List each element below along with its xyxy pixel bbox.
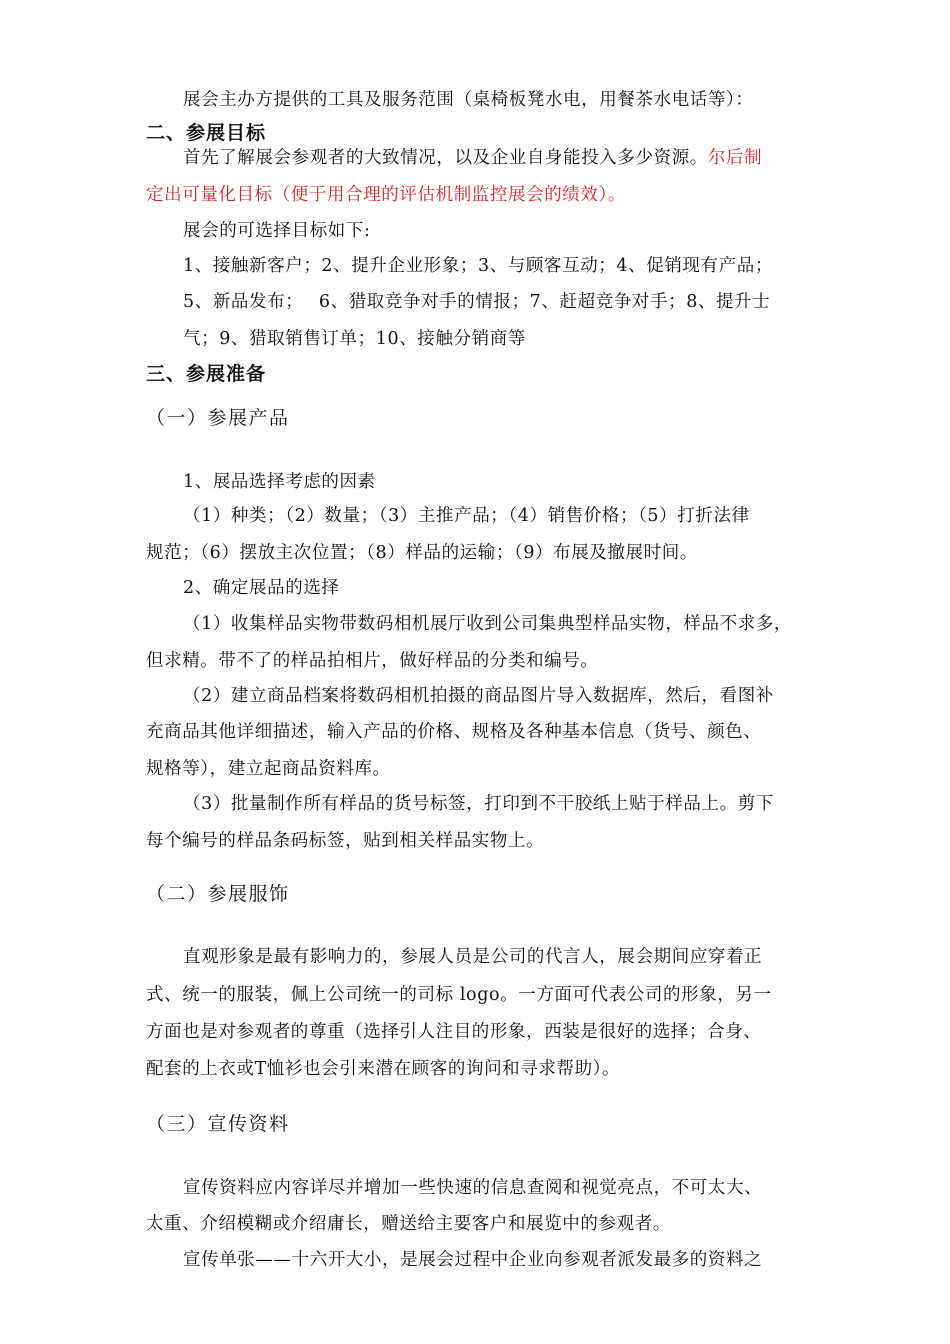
goals-list-line: 5、新品发布； 6、猎取竞争对手的情报；7、赶超竞争对手；8、提升士 [183,292,771,312]
goals-list-line: 1、接触新客户；2、提升企业形象；3、与顾客互动；4、促销现有产品； [183,256,773,276]
promo-para-line: 宣传资料应内容详尽并增加一些快速的信息查阅和视觉亮点，不可太大、 [183,1178,763,1198]
section-heading-goals: 二、参展目标 [146,122,267,144]
goals-intro: 展会的可选择目标如下: [183,221,371,241]
attire-para-line: 直观形象是最有影响力的，参展人员是公司的代言人，展会期间应穿着正 [183,947,763,967]
subsection-heading-attire: （二）参展服饰 [146,883,290,905]
promo-para-line: 宣传单张——十六开大小，是展会过程中企业向参观者派发最多的资料之 [183,1250,763,1270]
selection-para-line: （2）建立商品档案将数码相机拍摄的商品图片导入数据库，然后，看图补 [183,686,774,706]
section-heading-preparation: 三、参展准备 [146,363,267,385]
factors-line: （1）种类；（2）数量；（3）主推产品；（4）销售价格；（5）打折法律 [183,506,750,526]
item-title: 2、确定展品的选择 [183,578,340,598]
item-title: 1、展品选择考虑的因素 [183,472,376,492]
attire-para-line: 配套的上衣或T恤衫也会引来潜在顾客的询问和寻求帮助）。 [146,1059,621,1079]
attire-para-line: 方面也是对参观者的尊重（选择引人注目的形象，西装是很好的选择；合身、 [146,1022,762,1042]
selection-para-line: 但求精。带不了的样品拍相片，做好样品的分类和编号。 [146,651,599,671]
factors-line: 规范；（6）摆放主次位置；（8）样品的运输；（9）布展及撤展时间。 [146,543,698,563]
subsection-heading-promo: （三）宣传资料 [146,1113,290,1135]
intro-line: 展会主办方提供的工具及服务范围（桌椅板凳水电，用餐茶水电话等）： [183,90,754,110]
promo-para-line: 太重、介绍模糊或介绍庸长，赠送给主要客户和展览中的参观者。 [146,1214,671,1234]
goals-para-line [183,146,762,170]
goals-para-emphasis: 尔后制 [707,148,763,168]
goals-para-emphasis-line: 定出可量化目标（便于用合理的评估机制监控展会的绩效）。 [146,185,626,205]
goals-list-line: 气；9、猎取销售订单；10、接触分销商等 [183,329,526,349]
selection-para-line: （1）收集样品实物带数码相机展厅收到公司集典型样品实物，样品不求多， [183,614,793,634]
subsection-heading-products: （一）参展产品 [146,407,290,429]
selection-para-line: 规格等），建立起商品资料库。 [146,759,391,779]
selection-para-line: 充商品其他详细描述，输入产品的价格、规格及各种基本信息（货号、颜色、 [146,722,762,742]
attire-para-line: 式、统一的服装，佩上公司统一的司标 logo。一方面可代表公司的形象，另一 [146,985,772,1005]
goals-para-text: 首先了解展会参观者的大致情况，以及企业自身能投入多少资源。 [183,148,708,168]
selection-para-line: （3）批量制作所有样品的货号标签，打印到不干胶纸上贴于样品上。剪下 [183,794,774,814]
selection-para-line: 每个编号的样品条码标签，贴到相关样品实物上。 [146,831,545,851]
